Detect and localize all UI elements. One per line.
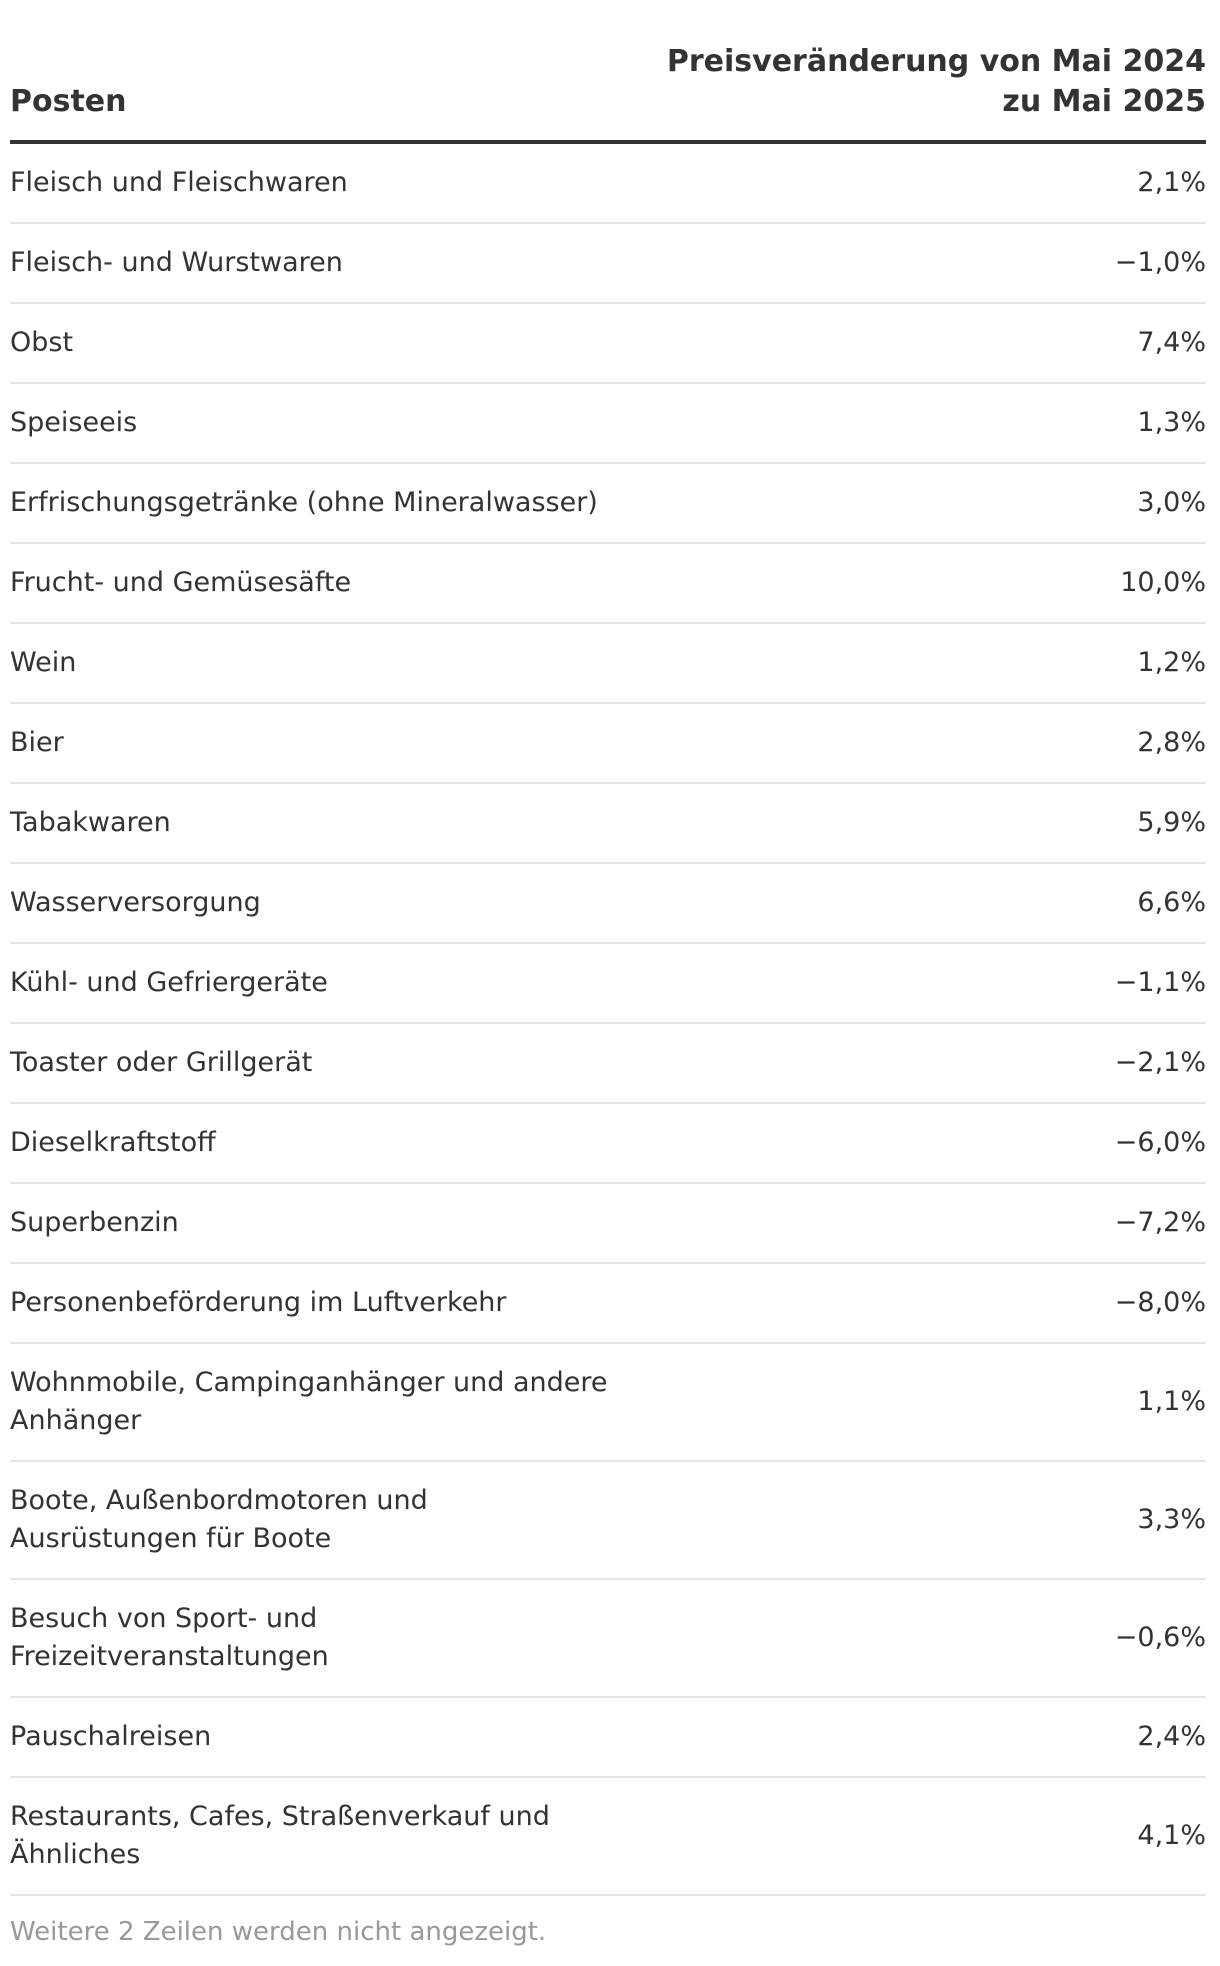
row-value: −7,2% xyxy=(1114,1207,1206,1238)
row-label: Toaster oder Grillgerät xyxy=(10,1047,313,1078)
hidden-rows-note: Weitere 2 Zeilen werden nicht angezeigt. xyxy=(10,1917,547,1947)
row-value: 2,1% xyxy=(1137,167,1206,198)
row-label: Bier xyxy=(10,727,64,758)
table-row xyxy=(10,1462,1206,1580)
row-value: 4,1% xyxy=(1137,1820,1206,1851)
row-label: Kühl- und Gefriergeräte xyxy=(10,967,328,998)
row-value: 7,4% xyxy=(1137,327,1206,358)
table-row xyxy=(10,784,1206,864)
row-value: −0,6% xyxy=(1114,1622,1206,1653)
table-row xyxy=(10,1778,1206,1896)
table-row xyxy=(10,144,1206,224)
row-label: Fleisch und Fleischwaren xyxy=(10,167,348,198)
column-header-posten: Posten xyxy=(10,84,127,119)
row-value: −1,1% xyxy=(1114,967,1206,998)
row-label: Wein xyxy=(10,647,77,678)
row-label: Tabakwaren xyxy=(10,807,171,838)
table-row xyxy=(10,1184,1206,1264)
table-row xyxy=(10,224,1206,304)
row-label: Pauschalreisen xyxy=(10,1721,212,1752)
row-value: 6,6% xyxy=(1137,887,1206,918)
row-value: 1,3% xyxy=(1137,407,1206,438)
table-row xyxy=(10,1264,1206,1344)
table-row xyxy=(10,864,1206,944)
row-label: Obst xyxy=(10,327,74,358)
row-value: 3,3% xyxy=(1137,1504,1206,1535)
row-label: Boote, Außenbordmotoren und Ausrüstungen für Boote xyxy=(10,1485,428,1554)
row-value: 1,1% xyxy=(1137,1386,1206,1417)
row-value: −1,0% xyxy=(1114,247,1206,278)
row-label: Dieselkraftstoff xyxy=(10,1127,216,1158)
row-label: Frucht- und Gemüsesäfte xyxy=(10,567,352,598)
row-value: −6,0% xyxy=(1114,1127,1206,1158)
row-label: Personenbeförderung im Luftverkehr xyxy=(10,1287,507,1318)
table-row xyxy=(10,1024,1206,1104)
price-change-table xyxy=(10,0,1206,1950)
row-value: 2,8% xyxy=(1137,727,1206,758)
row-label: Wohnmobile, Campinganhänger und andere Anhänger xyxy=(10,1367,608,1436)
row-value: 10,0% xyxy=(1120,567,1206,598)
row-label: Superbenzin xyxy=(10,1207,179,1238)
row-value: −2,1% xyxy=(1114,1047,1206,1078)
row-label: Fleisch- und Wurstwaren xyxy=(10,247,343,278)
row-value: 1,2% xyxy=(1137,647,1206,678)
table-row xyxy=(10,1580,1206,1698)
row-value: 3,0% xyxy=(1137,487,1206,518)
table-row xyxy=(10,464,1206,544)
table-row xyxy=(10,624,1206,704)
row-label: Restaurants, Cafes, Straßenverkauf und Ähnliches xyxy=(10,1801,550,1870)
table-row xyxy=(10,1104,1206,1184)
table-row xyxy=(10,384,1206,464)
table-row xyxy=(10,304,1206,384)
table-header xyxy=(10,0,1206,144)
row-value: 2,4% xyxy=(1137,1721,1206,1752)
table-row xyxy=(10,1698,1206,1778)
row-label: Erfrischungsgetränke (ohne Mineralwasser) xyxy=(10,487,598,518)
table-row xyxy=(10,704,1206,784)
row-label: Wasserversorgung xyxy=(10,887,261,918)
row-label: Besuch von Sport- und Freizeitveranstaltungen xyxy=(10,1603,329,1672)
table-row xyxy=(10,1344,1206,1462)
row-label: Speiseeis xyxy=(10,407,138,438)
row-value: −8,0% xyxy=(1114,1287,1206,1318)
column-header-price-change: Preisveränderung von Mai 2024 zu Mai 2025 xyxy=(666,44,1206,119)
table-body xyxy=(10,144,1206,1896)
row-value: 5,9% xyxy=(1137,807,1206,838)
table-row xyxy=(10,544,1206,624)
table-row xyxy=(10,944,1206,1024)
